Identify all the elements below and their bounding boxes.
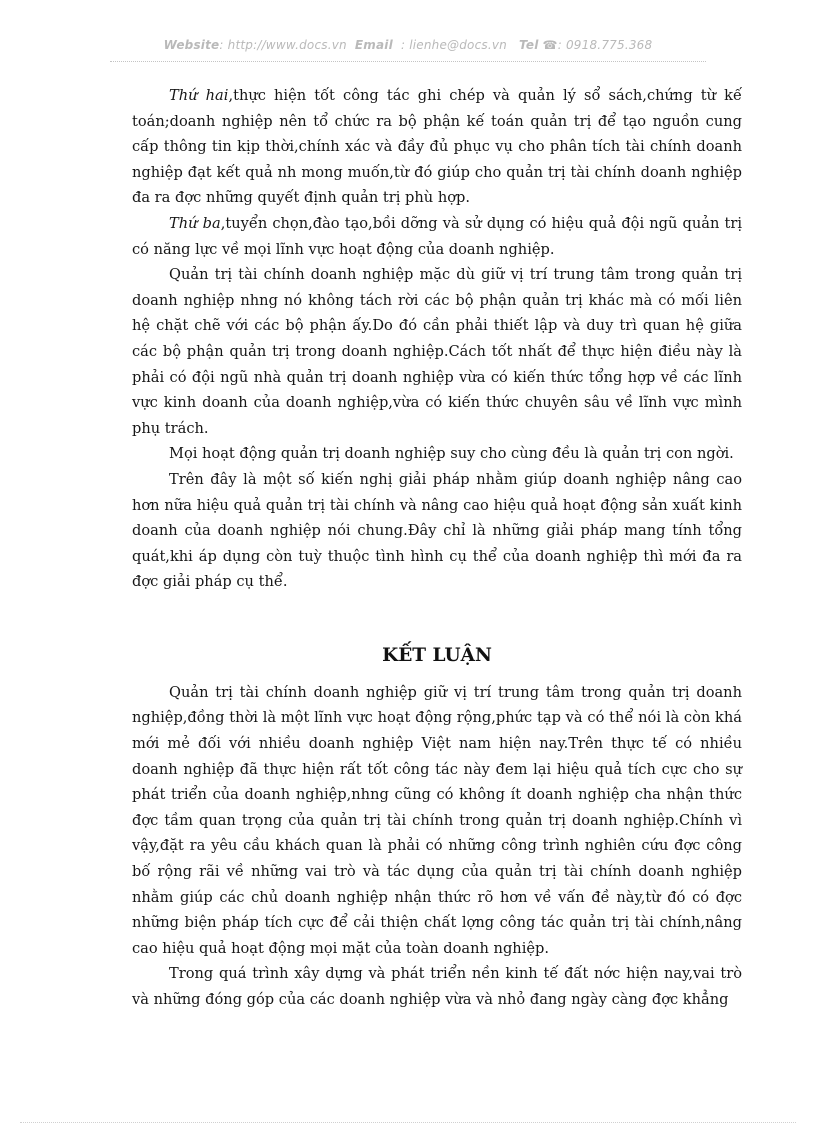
section-heading: KẾT LUẬN bbox=[382, 644, 492, 666]
paragraph-text: Trong quá trình xây dựng và phát triển nền kinh tế đất nớc hiện nay,vai trò và những đóng góp của các doanh nghiệp vừa và nhỏ đang ngày càng đợc khẳng bbox=[132, 965, 742, 1008]
paragraph bbox=[132, 961, 742, 1012]
paragraph-text: Quản trị tài chính doanh nghiệp giữ vị trí trung tâm trong quản trị doanh nghiệp,đồng thời là một lĩnh vực hoạt động rộng,phức tạp và có thể nói là còn khá mới mẻ đối với nhiều doanh nghiệp Việt nam hiện nay.Trên thực tế có nhiều doanh nghiệp đã thực hiện rất tốt công tác này đem lại hiệu quả tích cực cho sự phát triển của doanh nghiệp,nhng cũng có không ít doanh nghiệp cha nhận thức đợc tầm quan trọng của quản trị tài chính trong quản trị doanh nghiệp.Chính vì vậy,đặt ra yêu cầu khách quan là phải có những công trình nghiên cứu đợc công bố rộng rãi về những vai trò và tác dụng của quản trị tài chính doanh nghiệp nhằm giúp các chủ doanh nghiệp nhận thức rõ hơn về vấn đề này,từ đó có đợc những biện pháp tích cực để cải thiện chất lợng công tác quản trị tài chính,nâng cao hiệu quả hoạt động mọi mặt của toàn doanh nghiệp. bbox=[132, 683, 742, 957]
email-value[interactable]: : lienhe@docs.vn bbox=[400, 38, 507, 52]
paragraph bbox=[132, 441, 742, 467]
paragraph-text: ,tuyển chọn,đào tạo,bồi dỡng và sử dụng có hiệu quả đội ngũ quản trị có năng lực về mọi lĩnh vực hoạt động của doanh nghiệp. bbox=[132, 214, 742, 258]
paragraph-text: Mọi hoạt động quản trị doanh nghiệp suy cho cùng đều là quản trị con ngời. bbox=[169, 445, 734, 463]
website-url[interactable]: : http://www.docs.vn bbox=[219, 38, 347, 52]
paragraph bbox=[132, 211, 742, 262]
paragraph-text: ,thực hiện tốt công tác ghi chép và quản lý sổ sách,chứng từ kế toán;doanh nghiệp nên tổ chức ra bộ phận kế toán quản trị để tạo nguồn cung cấp thông tin kịp thời,chính xác và đầy đủ phục vụ cho phân tích tài chính doanh nghiệp đạt kết quả nh mong muốn,từ đó giúp cho quản trị tài chính doanh nghiệp đa ra đợc những quyết định quản trị phù hợp. bbox=[132, 87, 742, 207]
paragraph-lead: Thứ ba bbox=[169, 214, 221, 232]
paragraph bbox=[132, 680, 742, 962]
paragraph bbox=[132, 262, 742, 441]
paragraph-lead: Thứ hai bbox=[169, 87, 229, 104]
tel-value: : 0918.775.368 bbox=[557, 38, 653, 52]
phone-icon: ☎ bbox=[542, 38, 558, 52]
email-label: Email bbox=[354, 38, 393, 52]
paragraph-text: Trên đây là một số kiến nghị giải pháp nhằm giúp doanh nghiệp nâng cao hơn nữa hiệu quả quản trị tài chính và nâng cao hiệu quả hoạt động sản xuất kinh doanh của doanh nghiệp nói chung.Đây chỉ là những giải pháp mang tính tổng quát,khi áp dụng còn tuỳ thuộc tình hình cụ thể của doanh nghiệp thì mới đa ra đợc giải pháp cụ thể. bbox=[132, 470, 742, 591]
header-divider bbox=[110, 61, 706, 62]
paragraph-text: Quản trị tài chính doanh nghiệp mặc dù giữ vị trí trung tâm trong quản trị doanh nghiệp nhng nó không tách rời các bộ phận quản trị khác mà có mối liên hệ chặt chẽ với các bộ phận ấy.Do đó cần phải thiết lập và duy trì quan hệ giữa các bộ phận quản trị trong doanh nghiệp.Cách tốt nhất để thực hiện điều này là phải có đội ngũ nhà quản trị doanh nghiệp vừa có kiến thức tổng hợp về các lĩnh vực kinh doanh của doanh nghiệp,vừa có kiến thức chuyên sâu về lĩnh vực mình phụ trách. bbox=[132, 266, 742, 437]
paragraph bbox=[132, 467, 742, 595]
paragraph bbox=[132, 83, 742, 211]
document-body bbox=[132, 83, 742, 1013]
website-label: Website bbox=[163, 38, 220, 52]
page-header bbox=[0, 38, 816, 52]
tel-label: Tel bbox=[519, 38, 539, 52]
